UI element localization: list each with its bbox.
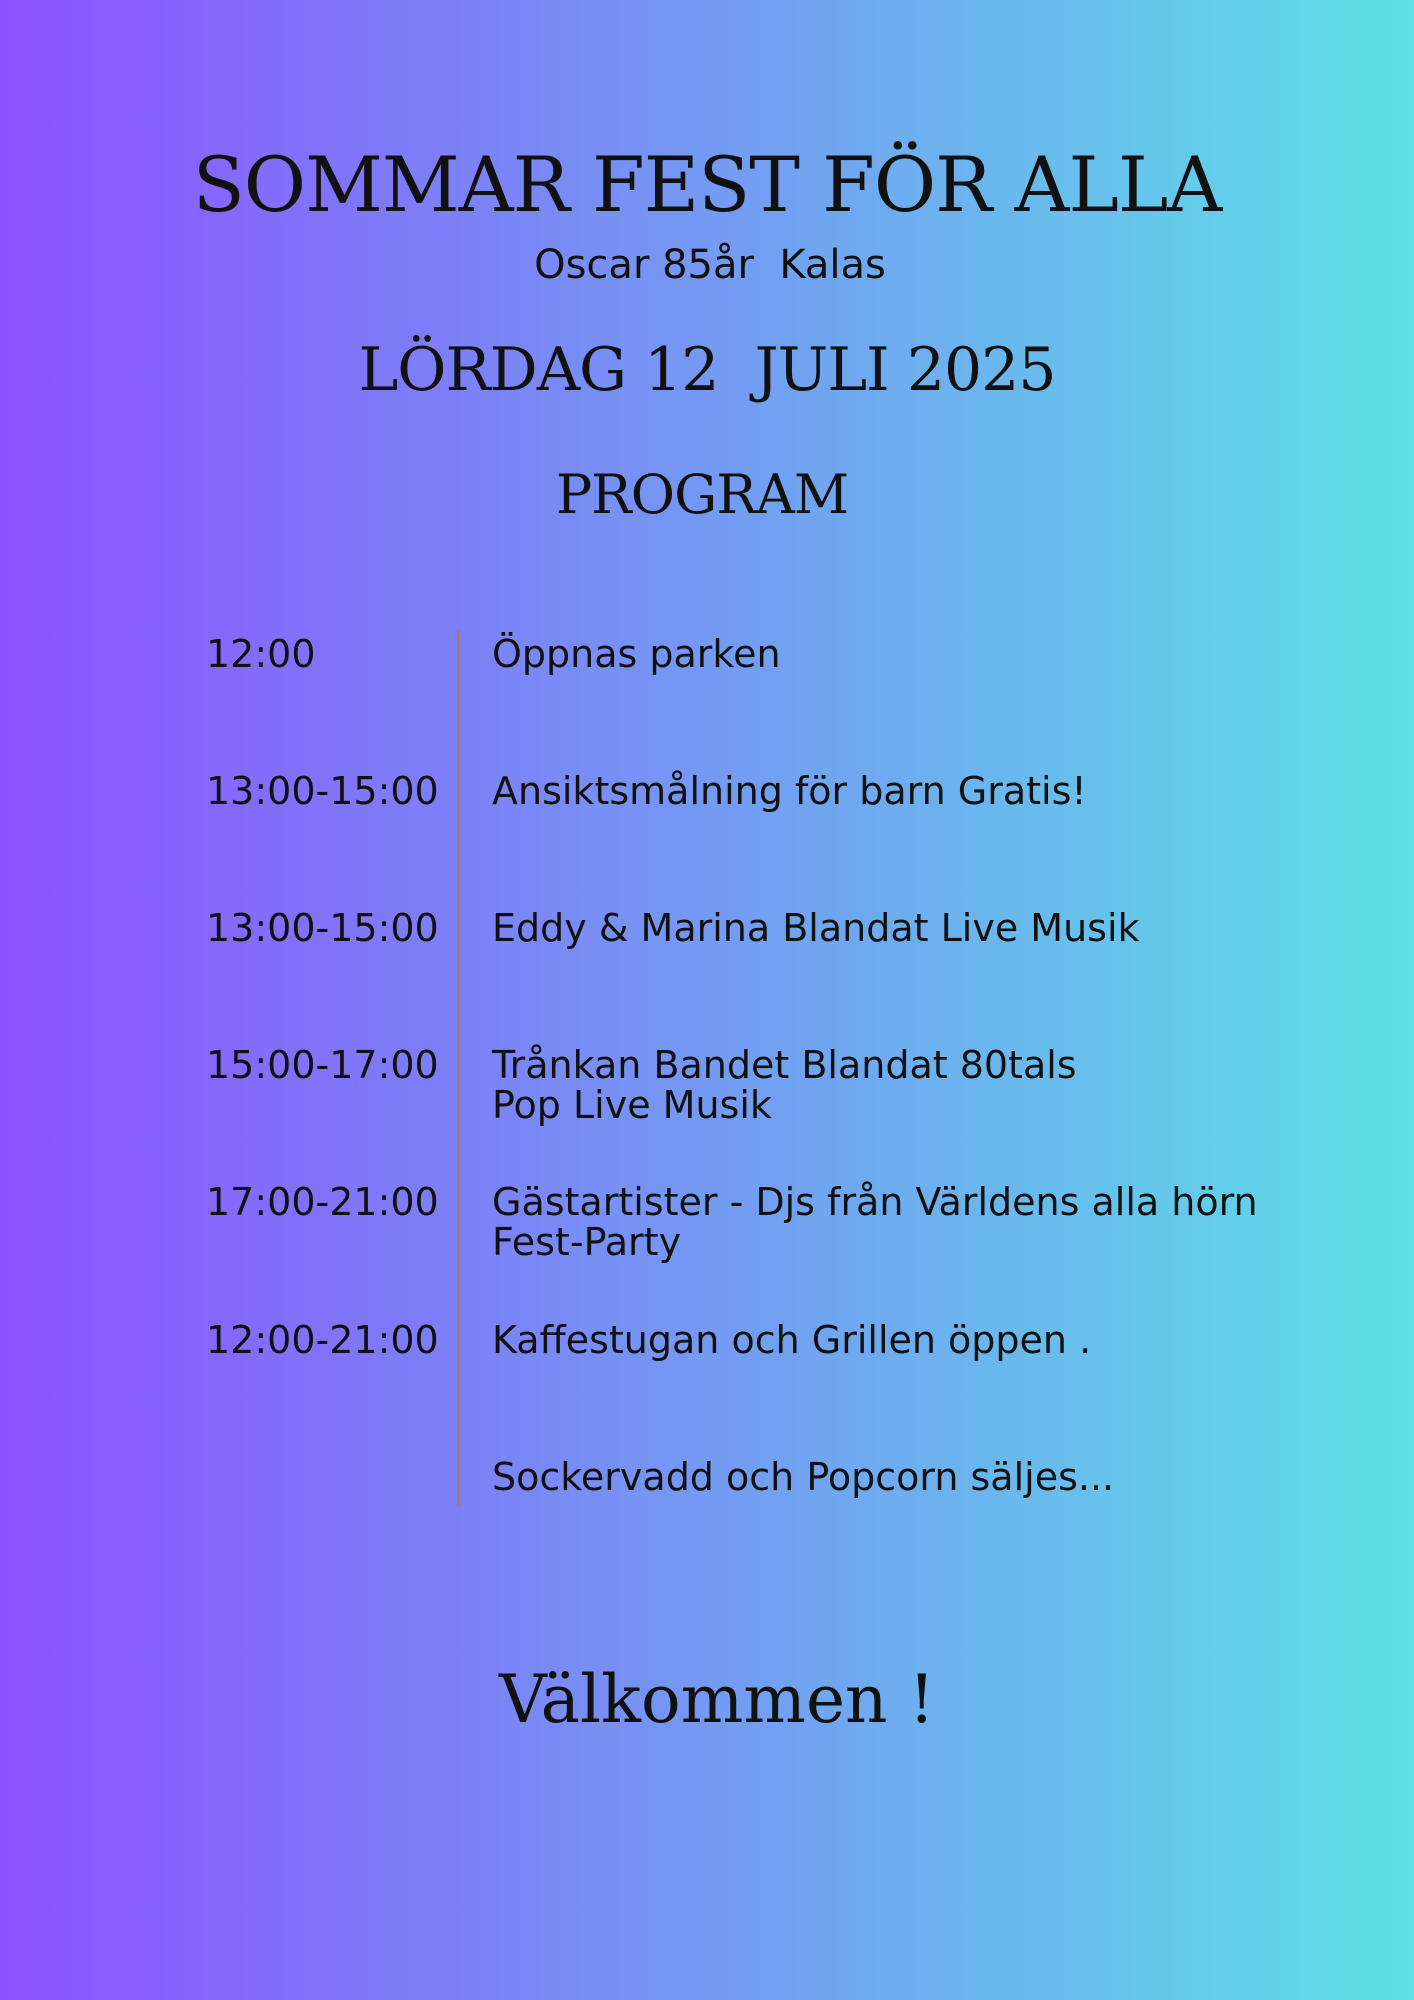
schedule-activity — [492, 1182, 1382, 1262]
schedule-activity — [492, 1457, 1382, 1497]
schedule-activity-line: Kaffestugan och Grillen öppen . — [492, 1318, 1092, 1362]
schedule-time: 13:00-15:00 — [206, 906, 439, 950]
schedule-time: 13:00-15:00 — [206, 769, 439, 813]
poster-subtitle: Oscar 85år Kalas — [534, 242, 886, 288]
schedule-activity — [492, 634, 1382, 674]
schedule-activity-line: Öppnas parken — [492, 632, 781, 676]
schedule-activity-line: Pop Live Musik — [492, 1083, 772, 1127]
schedule-activity-line: Trånkan Bandet Blandat 80tals — [492, 1043, 1077, 1087]
schedule-activity — [492, 771, 1382, 811]
schedule-activity — [492, 1320, 1382, 1360]
program-heading: PROGRAM — [555, 463, 849, 526]
schedule-time: 12:00-21:00 — [206, 1318, 439, 1362]
schedule-activity — [492, 908, 1382, 948]
schedule-activity-line: Ansiktsmålning för barn Gratis! — [492, 769, 1087, 813]
welcome-message: Välkommen ! — [498, 1661, 936, 1738]
schedule-time: 15:00-17:00 — [206, 1043, 439, 1087]
schedule-activity-line: Eddy & Marina Blandat Live Musik — [492, 906, 1140, 950]
poster-title: SOMMAR FEST FÖR ALLA — [192, 140, 1222, 229]
timeline-divider — [457, 630, 460, 1506]
schedule-activity-line: Sockervadd och Popcorn säljes... — [492, 1455, 1115, 1499]
event-date: LÖRDAG 12 JULI 2025 — [358, 335, 1056, 405]
schedule-time: 12:00 — [206, 632, 316, 676]
schedule-activity — [492, 1045, 1382, 1125]
schedule-activity-line: Gästartister - Djs från Världens alla hörn — [492, 1180, 1258, 1224]
schedule-time: 17:00-21:00 — [206, 1180, 439, 1224]
schedule-activity-line: Fest-Party — [492, 1220, 682, 1264]
